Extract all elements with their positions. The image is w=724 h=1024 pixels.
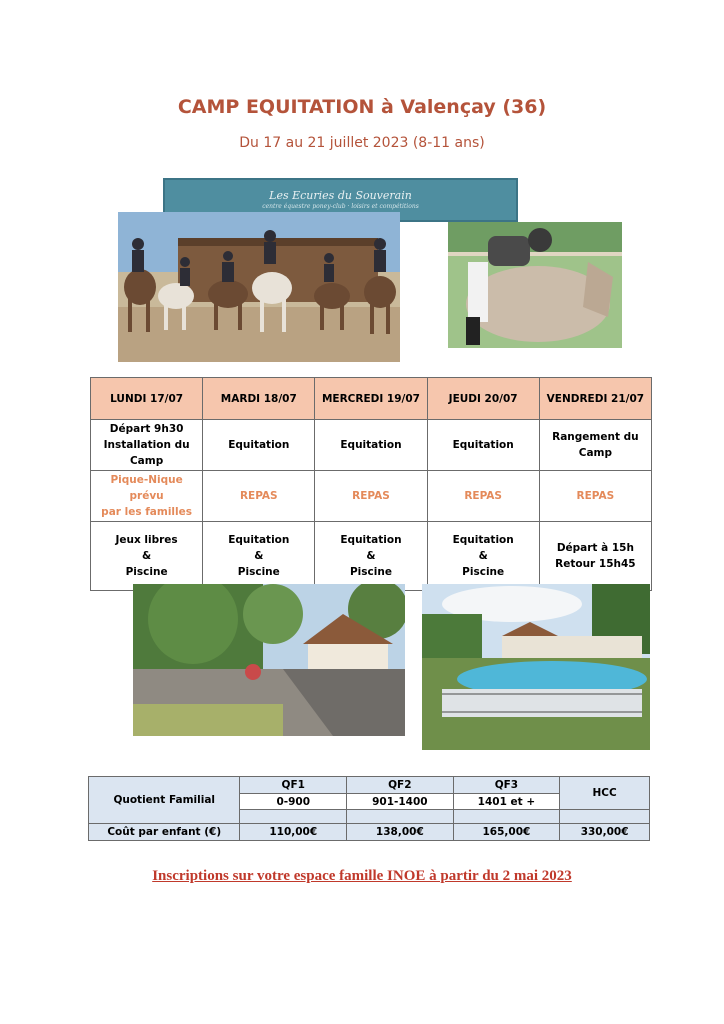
cell-line: REPAS: [352, 490, 390, 502]
cell-line: Pique-Nique prévu: [110, 474, 183, 502]
cost-value: 165,00€: [453, 824, 560, 841]
day-header: MERCREDI 19/07: [315, 378, 427, 420]
hcc-column-name: HCC: [560, 777, 650, 810]
schedule-cell: [203, 522, 315, 591]
cell-line: par les familles: [101, 506, 192, 518]
schedule-table: [90, 377, 652, 591]
cell-line: Equitation: [452, 439, 514, 451]
cost-value: 110,00€: [240, 824, 347, 841]
cell-line: Camp: [578, 447, 612, 459]
cell-line: REPAS: [464, 490, 502, 502]
cost-label: Coût par enfant (€): [89, 824, 240, 841]
spacer-cell: [560, 810, 650, 824]
qf-label: Quotient Familial: [89, 777, 240, 824]
schedule-cell: [203, 471, 315, 522]
cell-line: Equitation: [228, 534, 290, 546]
photo-rider-hug: [448, 222, 622, 348]
cost-value: 138,00€: [347, 824, 454, 841]
schedule-cell: [315, 420, 427, 471]
spacer-cell: [347, 810, 454, 824]
day-header: MARDI 18/07: [203, 378, 315, 420]
pricing-cost-row: [89, 824, 650, 841]
spacer-cell: [453, 810, 560, 824]
cell-line: Piscine: [125, 566, 168, 578]
schedule-cell: [427, 420, 539, 471]
cost-value: 330,00€: [560, 824, 650, 841]
page-subtitle: Du 17 au 21 juillet 2023 (8-11 ans): [239, 135, 485, 151]
schedule-cell: [539, 420, 651, 471]
cell-line: Départ 9h30: [109, 423, 184, 435]
schedule-cell: [539, 471, 651, 522]
cell-line: &: [254, 550, 264, 562]
day-header: VENDREDI 21/07: [539, 378, 651, 420]
schedule-row-afternoon: [91, 522, 652, 591]
cell-line: Départ à 15h: [556, 542, 634, 554]
cell-line: Equitation: [452, 534, 514, 546]
schedule-cell: [427, 522, 539, 591]
cell-line: Jeux libres: [115, 534, 178, 546]
schedule-cell: [427, 471, 539, 522]
cell-line: REPAS: [239, 490, 278, 502]
inscriptions-link[interactable]: Inscriptions sur votre espace famille INOE à partir du 2 mai 2023: [152, 868, 572, 884]
day-header: JEUDI 20/07: [427, 378, 539, 420]
banner-title: Les Ecuries du Souverain: [269, 189, 412, 202]
day-header: LUNDI 17/07: [91, 378, 203, 420]
cell-line: Equitation: [228, 439, 290, 451]
photo-pool: [422, 584, 650, 750]
schedule-cell: [91, 420, 203, 471]
qf-column-name: QF2: [347, 777, 454, 794]
cell-line: &: [366, 550, 376, 562]
cell-line: Rangement du: [552, 431, 639, 443]
cell-line: &: [142, 550, 152, 562]
cell-line: Retour 15h45: [555, 558, 636, 570]
schedule-row-morning: [91, 420, 652, 471]
cell-line: Piscine: [349, 566, 392, 578]
spacer-cell: [240, 810, 347, 824]
photo-riders-group: [118, 212, 400, 362]
qf-column-name: QF1: [240, 777, 347, 794]
cell-line: Equitation: [340, 439, 402, 451]
schedule-row-meal: [91, 471, 652, 522]
cell-line: Piscine: [237, 566, 280, 578]
cell-line: &: [478, 550, 488, 562]
qf-column-name: QF3: [453, 777, 560, 794]
schedule-cell: [203, 420, 315, 471]
cell-line: Equitation: [340, 534, 402, 546]
photo-building: [133, 584, 405, 736]
qf-range: 901-1400: [347, 794, 454, 810]
cell-line: Piscine: [462, 566, 505, 578]
schedule-cell: [91, 522, 203, 591]
schedule-cell: [539, 522, 651, 591]
qf-range: 0-900: [240, 794, 347, 810]
pricing-header-row: [89, 777, 650, 794]
schedule-header-row: [91, 378, 652, 420]
schedule-cell: [315, 471, 427, 522]
pricing-table: [88, 776, 650, 841]
schedule-cell: [91, 471, 203, 522]
qf-range: 1401 et +: [453, 794, 560, 810]
schedule-cell: [315, 522, 427, 591]
banner-subtitle: centre équestre poney-club · loisirs et compétitions: [262, 203, 419, 210]
page-title: CAMP EQUITATION à Valençay (36): [177, 96, 547, 118]
cell-line: REPAS: [576, 490, 615, 502]
cell-line: Installation du Camp: [103, 439, 190, 467]
